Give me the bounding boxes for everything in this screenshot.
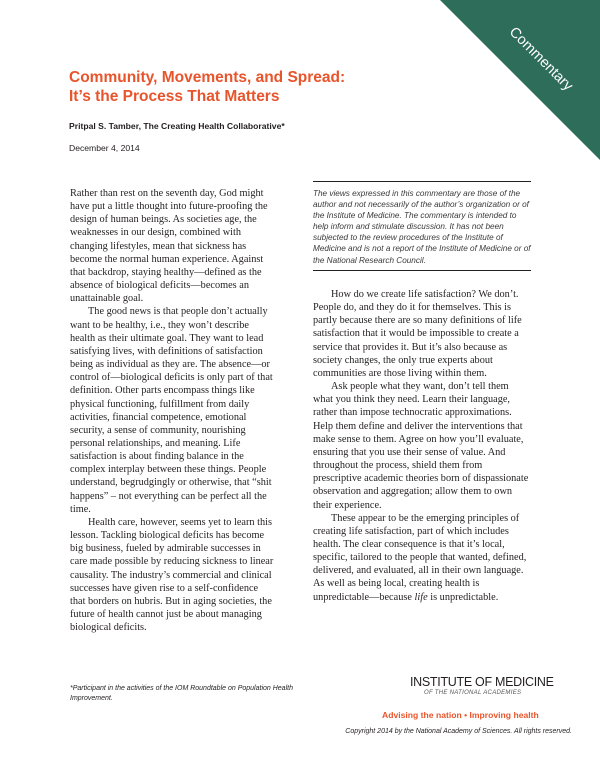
footnote: *Participant in the activities of the IOM Roundtable on Population Health Improvement. [70,685,293,702]
paragraph: How do we create life satisfaction? We don’t. People do, and they do it for themselves. This is partly because there are so many definitions of life satisfaction that it would be impossible to create a service that provides it. But it’s also because as society changes, the only true experts about communities are those living within them. [313,289,522,379]
banner-triangle [440,0,600,160]
iom-logo [410,675,560,696]
iom-logo-name: INSTITUTE OF MEDICINE [410,675,554,689]
copyright-notice: Copyright 2014 by the National Academy of Sciences. All rights reserved. [345,728,572,735]
publication-date: December 4, 2014 [69,143,140,153]
banner-label: Commentary [505,24,576,95]
paragraph [313,577,530,603]
paragraph: These appear to be the emerging principles of creating life satisfaction, part of which includes health. The clear consequence is that it’s local, specific, tailored to the people that wanted, defined, delivered, and evaluated, all in their own language. [313,512,527,577]
byline: Pritpal S. Tamber, The Creating Health Collaborative* [69,121,285,131]
emphasis: life [414,591,428,603]
commentary-banner [440,0,600,160]
title-line-2: It’s the Process That Matters [69,88,280,105]
right-column [313,288,530,604]
disclaimer-box: The views expressed in this commentary are those of the author and not necessarily of the author’s organization or of the Institute of Medicine. The commentary is intended to help inform and stimulate discussion. It has not been subjected to the review procedures of the Institute of Medicine and is not a report of the Institute of Medicine or of the National Research Council. [313,181,531,271]
iom-tagline: Advising the nation • Improving health [382,710,539,720]
paragraph-text: As well as being local, creating health is unpredictable—because [313,578,480,603]
article-title [69,68,449,106]
paragraph: Ask people what they want, don’t tell them what you think they need. Learn their language, rather than impose technocratic approximations. Help them define and deliver the interventions that make sense to them. Agree on how you’ll evaluate, ensuring that you use their sense of value. And throughout the process, shield them from prescriptive academic theories born of dispassionate observation and aggregation; allow them to own their experience. [313,381,529,511]
paragraph-text: is unpredictable. [427,591,499,603]
paragraph: Health care, however, seems yet to learn this lesson. Tackling biological deficits has become big business, fueled by admirable successes in care made possible by reducing sickness to linear causality. The industry’s commercial and clinical successes have given rise to a self-confidence that borders on hubris. But in aging societies, the future of health cannot just be about managing biological deficits. [70,516,274,634]
left-column [70,187,276,634]
iom-logo-subtitle: OF THE NATIONAL ACADEMIES [424,690,522,696]
paragraph: Rather than rest on the seventh day, God might have put a little thought into future-proofing the design of human beings. As societies age, the weaknesses in our design, combined with changing lifestyles, mean that sickness has become the normal human experience. Against that backdrop, staying healthy—defined as the absence of biological deficits—becomes an unattainable goal. [70,188,268,305]
paragraph: The good news is that people don’t actually want to be healthy, i.e., they won’t describe health as their ultimate goal. They want to lead satisfying lives, with definitions of satisfaction being as individual as they are. The absence—or control of—biological deficits is only part of that definition. Other parts encompass things like physical functioning, fulfillment from daily activities, financial competence, emotional security, a sense of community, nourishing personal relationships, and meaning. Life satisfaction is about finding balance in the complex interplay between these things. People understand, begrudgingly or otherwise, that “shit happens” – not everything can be perfect all the time. [70,306,273,515]
title-line-1: Community, Movements, and Spread: [69,69,346,86]
